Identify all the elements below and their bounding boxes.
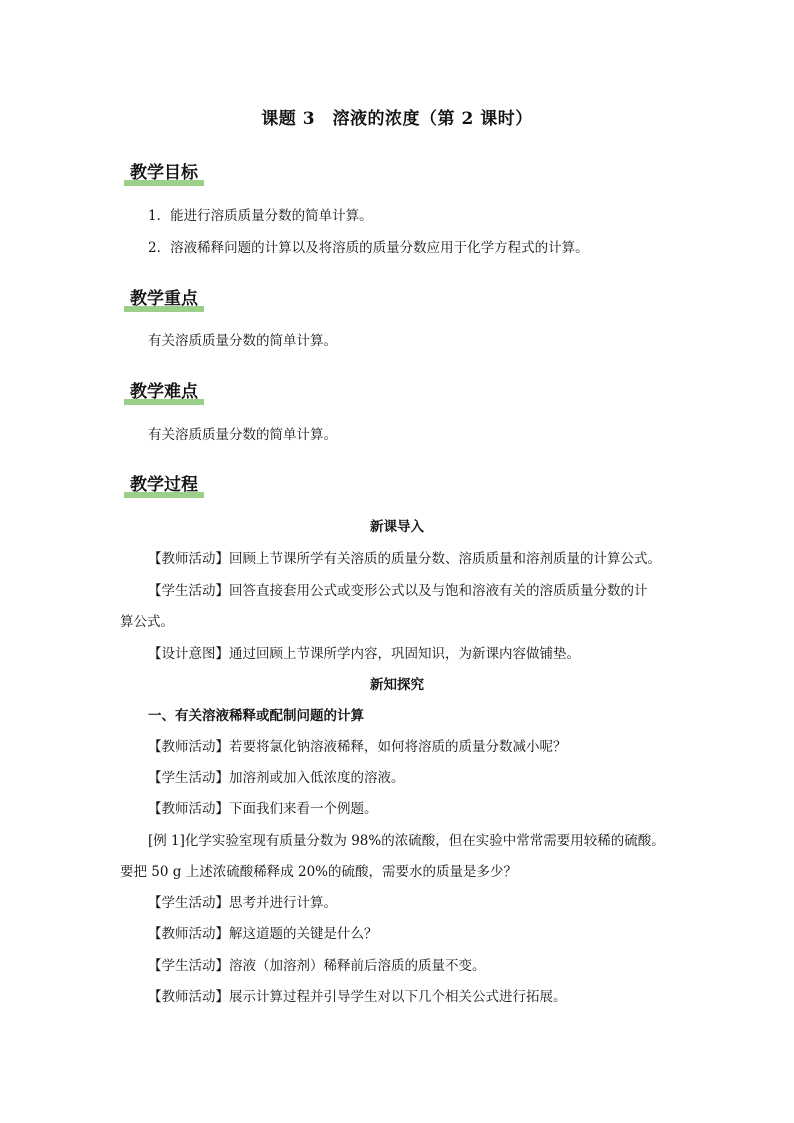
paragraph-line: 【教师活动】解这道题的关键是什么？ [148, 926, 378, 942]
goal-item-2: 2．溶液稀释问题的计算以及将溶质的质量分数应用于化学方程式的计算。 [148, 240, 589, 256]
paragraph-line: 【学生活动】思考并进行计算。 [148, 895, 337, 911]
page-title: 课题 3 溶液的浓度（第 2 课时） [261, 109, 533, 129]
goal-item-1: 1．能进行溶质质量分数的简单计算。 [148, 208, 373, 224]
intro-title: 新课导入 [370, 519, 424, 535]
heading-difficulties: 教学难点 [124, 381, 204, 405]
paragraph-line: 【教师活动】若要将氯化钠溶液稀释，如何将溶质的质量分数减小呢？ [148, 739, 567, 755]
heading-goals: 教学目标 [124, 162, 204, 186]
paragraph-line: 【教师活动】回顾上节课所学有关溶质的质量分数、溶质质量和溶剂质量的计算公式。 [148, 551, 661, 567]
difficulties-text: 有关溶质质量分数的简单计算。 [148, 427, 337, 443]
example-line: [例 1]化学实验室现有质量分数为 98%的浓硫酸，但在实验中常常需要用较稀的硫酸。 [148, 833, 665, 849]
example-line: 要把 50 g 上述浓硫酸稀释成 20%的硫酸，需要水的质量是多少？ [120, 864, 517, 880]
paragraph-line: 【设计意图】通过回顾上节课所学内容，巩固知识，为新课内容做铺垫。 [148, 646, 580, 662]
paragraph-line: 【教师活动】下面我们来看一个例题。 [148, 801, 378, 817]
paragraph-line: 【学生活动】加溶剂或加入低浓度的溶液。 [148, 770, 405, 786]
key-points-text: 有关溶质质量分数的简单计算。 [148, 333, 337, 349]
paragraph-line: 算公式。 [120, 614, 174, 630]
subsection-title: 一、有关溶液稀释或配制问题的计算 [148, 708, 364, 724]
paragraph-line: 【教师活动】展示计算过程并引导学生对以下几个相关公式进行拓展。 [148, 989, 567, 1005]
paragraph-line: 【学生活动】回答直接套用公式或变形公式以及与饱和溶液有关的溶质质量分数的计 [148, 583, 648, 599]
heading-process: 教学过程 [124, 474, 204, 498]
heading-key-points: 教学重点 [124, 288, 204, 312]
explore-title: 新知探究 [370, 677, 424, 693]
paragraph-line: 【学生活动】溶液（加溶剂）稀释前后溶质的质量不变。 [148, 958, 486, 974]
